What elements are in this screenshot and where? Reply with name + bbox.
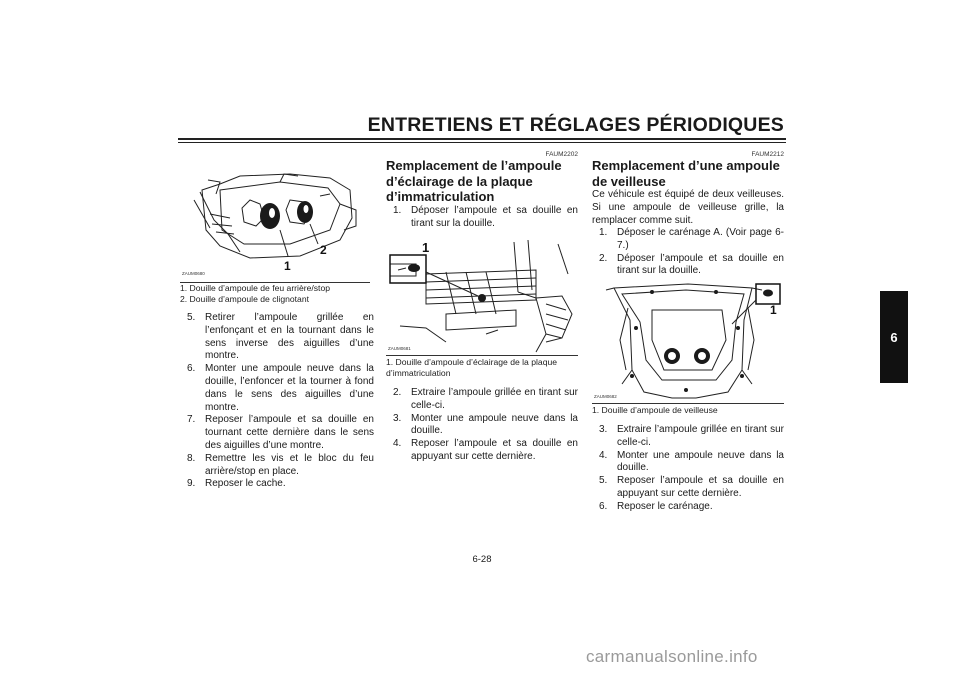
step-text: Reposer l’ampoule et sa douille en appuyant sur cette dernière. (411, 438, 578, 462)
step-item (599, 227, 784, 253)
step-item (599, 450, 784, 476)
step-number: 5. (599, 475, 608, 487)
taillight-figure-code: ZAUM0680 (182, 271, 205, 276)
step-text: Monter une ampoule neuve dans la douille, l’enfoncer et la tourner à fond dans le sens des aiguilles d’une montre. (205, 363, 374, 413)
step-item (599, 475, 784, 501)
position-light-callout-1: 1 (770, 303, 777, 317)
section-title-position-light: Remplacement d’une ampoule de veilleuse (592, 158, 780, 189)
caption-item: 2. Douille d’ampoule de clignotant (180, 294, 309, 304)
step-number: 1. (393, 205, 402, 216)
step-text: Reposer le carénage. (617, 500, 713, 512)
page-number: 6-28 (472, 554, 492, 565)
step-number: 4. (393, 438, 402, 450)
step-number: 9. (187, 478, 196, 490)
step-item (393, 438, 578, 464)
step-number: 7. (187, 414, 196, 426)
taillight-figure (180, 160, 370, 282)
header-rule-thin (178, 142, 786, 143)
taillight-steps (187, 312, 374, 491)
plate-light-illustration (386, 234, 578, 354)
position-light-caption: 1. Douille d’ampoule de veilleuse (592, 405, 718, 415)
position-light-illustration (592, 280, 784, 402)
taillight-caption (180, 283, 372, 305)
step-text: Déposer le carénage A. (Voir page 6-7.) (617, 227, 784, 251)
section-title-plate-light: Remplacement de l’ampoule d’éclairage de la plaque d’immatriculation (386, 158, 562, 204)
step-text: Déposer l’ampoule et sa douille en tirant sur la douille. (617, 252, 784, 277)
step-number: 3. (599, 424, 608, 435)
step-number: 6. (599, 500, 608, 512)
taillight-illustration (180, 160, 370, 282)
header-rule (178, 138, 786, 140)
position-steps-a (599, 227, 784, 278)
caption-item: 1. Douille d’ampoule de feu arrière/stop (180, 283, 331, 293)
section-ref-code: FAUM2202 (545, 151, 578, 158)
section-ref-code: FAUM2212 (751, 151, 784, 158)
watermark: carmanualsonline.info (586, 647, 758, 666)
step-number: 2. (393, 387, 402, 398)
taillight-callout-1: 1 (284, 259, 291, 273)
step-text: Remettre les vis et le bloc du feu arrière/stop en place. (205, 452, 374, 477)
position-light-figure (592, 280, 784, 402)
step-number: 1. (599, 227, 608, 238)
position-steps-b (599, 424, 784, 514)
step-text: Déposer l’ampoule et sa douille en tirant sur la douille. (411, 205, 578, 229)
caption-rule (592, 403, 784, 404)
step-item (393, 387, 578, 413)
position-light-intro: Ce véhicule est équipé de deux veilleuses. Si une ampoule de veilleuse grille, la remplacer comme suit. (592, 189, 784, 226)
step-item (599, 501, 784, 514)
step-item (187, 363, 374, 414)
step-number: 6. (187, 363, 196, 375)
step-text: Reposer l’ampoule et sa douille en tournant cette dernière dans le sens des aiguilles d’une montre. (205, 414, 374, 451)
step-item (393, 413, 578, 439)
plate-steps-b (393, 387, 578, 464)
step-text: Monter une ampoule neuve dans la douille. (617, 449, 784, 474)
page-header-title: ENTRETIENS ET RÉGLAGES PÉRIODIQUES (367, 114, 784, 136)
position-light-figure-code: ZAUM0682 (594, 394, 617, 399)
plate-steps-a (393, 205, 578, 231)
step-item (393, 205, 578, 231)
step-number: 2. (599, 252, 608, 264)
plate-light-caption: 1. Douille d’ampoule d’éclairage de la plaque d’immatriculation (386, 357, 558, 378)
step-text: Extraire l’ampoule grillée en tirant sur celle-ci. (411, 387, 578, 411)
plate-light-callout-1: 1 (422, 240, 430, 255)
step-number: 8. (187, 452, 196, 464)
plate-light-figure (386, 234, 578, 354)
step-item (599, 253, 784, 279)
step-text: Reposer le cache. (205, 478, 286, 490)
chapter-tab-number: 6 (890, 329, 898, 345)
step-text: Monter une ampoule neuve dans la douille. (411, 412, 578, 437)
taillight-callout-2: 2 (320, 243, 327, 257)
step-item (599, 424, 784, 450)
chapter-tab[interactable] (880, 291, 908, 383)
step-number: 3. (393, 412, 402, 424)
caption-rule (386, 355, 578, 356)
plate-light-figure-code: ZAUM0681 (388, 346, 411, 351)
step-number: 5. (187, 312, 196, 323)
step-item (187, 414, 374, 452)
step-item (187, 478, 374, 491)
step-text: Extraire l’ampoule grillée en tirant sur celle-ci. (617, 424, 784, 448)
step-item (187, 453, 374, 479)
step-item (187, 312, 374, 363)
step-number: 4. (599, 449, 608, 461)
step-text: Reposer l’ampoule et sa douille en appuyant sur cette dernière. (617, 475, 784, 499)
step-text: Retirer l’ampoule grillée en l’enfonçant et en la tournant dans le sens inverse des aiguilles d’une montre. (205, 312, 374, 362)
